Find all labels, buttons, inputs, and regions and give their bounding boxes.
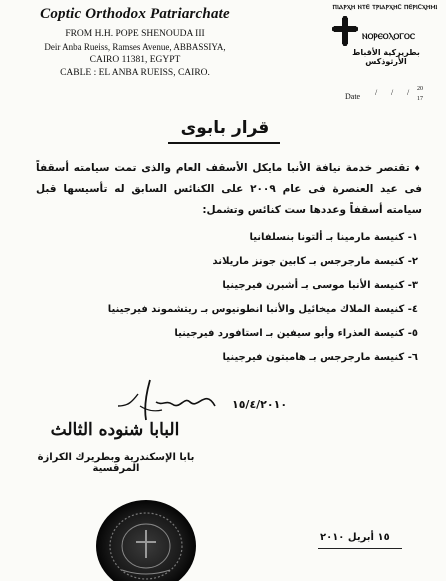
list-item: ٣- كنيسة الأنبا موسى بـ أشبرن فيرجينيا [222,280,418,291]
signature-date: ١٥/٤/٢٠١٠ [232,398,288,411]
date-year-prefix: 20 [417,86,423,92]
heading-underline [168,142,280,144]
bullet-icon: ♦ [413,164,423,173]
letterhead-address2: CAIRO 11381, EGYPT [89,55,181,65]
date-separator: / [375,88,378,97]
list-item: ٦- كنيسة مارجرجس بـ هامبتون فيرجينيا [222,352,418,363]
list-item: ٢- كنيسة مارجرجس بـ كابين جونز ماريلاند [212,256,418,267]
pope-name: البابا شنوده الثالث [50,420,180,440]
letterhead [20,6,250,81]
document-heading: قرار بابوى [180,118,270,138]
date-label: Date [345,92,361,101]
official-seal [92,486,200,581]
date-field [345,86,435,106]
list-item: ٤- كنيسة الملاك ميخائيل والأنبا انطونيوس بـ ريتشموند فيرجينيا [107,304,418,315]
letterhead-cable: CABLE : EL ANBA RUEISS, CAIRO. [60,68,210,78]
date-separator: / [407,88,410,97]
pope-title: بابا الإسكندرية وبطريرك الكرازة المرقسية [37,452,195,474]
intro-text: تقتصر خدمة نيافة الأنبا مايكل الأسقف العام والذى تمت سيامته أسقفاً فى عيد العنصرة فى عام ٢٠٠٩ على الكنائس السابق له تأسيسها قبل سيامته أسقفاً وعددها ست كنائس وتشمل: [36,162,422,216]
date-separator: / [391,88,394,97]
list-item: ٥- كنيسة العذراء وأبو سيفين بـ استافورد فيرجينيا [174,328,418,339]
churches-list [60,226,418,370]
list-item: ١- كنيسة مارمينا بـ ألتونا بنسلفانيا [249,232,418,243]
patriarchate-emblem [330,4,440,84]
bottom-date: ١٥ أبريل ٢٠١٠ [320,532,390,543]
emblem-arabic: بطريركية الأقباط الأرثوذكس [352,48,420,66]
emblem-name: ⲚⲞⲢⲈⲞⲖⲞⲄⲞⲤ [362,32,415,41]
date-year-suffix: 17 [417,96,423,102]
emblem-coptic-text: ⲠⲒⲀⲢⲬⲎ ⲚⲦⲈ ⲦⲢⲒⲀⲢⲬⲎⲤ ⲠⲈⲢⲒⲤⲬⲎⲘⲒ [332,4,438,11]
letterhead-from: FROM H.H. POPE SHENOUDA III [65,29,205,39]
letterhead-address1: Deir Anba Rueiss, Ramses Avenue, ABBASSIYA, [44,42,226,52]
letterhead-title: Coptic Orthodox Patriarchate [40,6,230,22]
handwritten-signature [110,376,230,426]
bottom-date-underline [318,548,402,549]
intro-paragraph [36,158,422,221]
cross-icon [332,16,358,46]
